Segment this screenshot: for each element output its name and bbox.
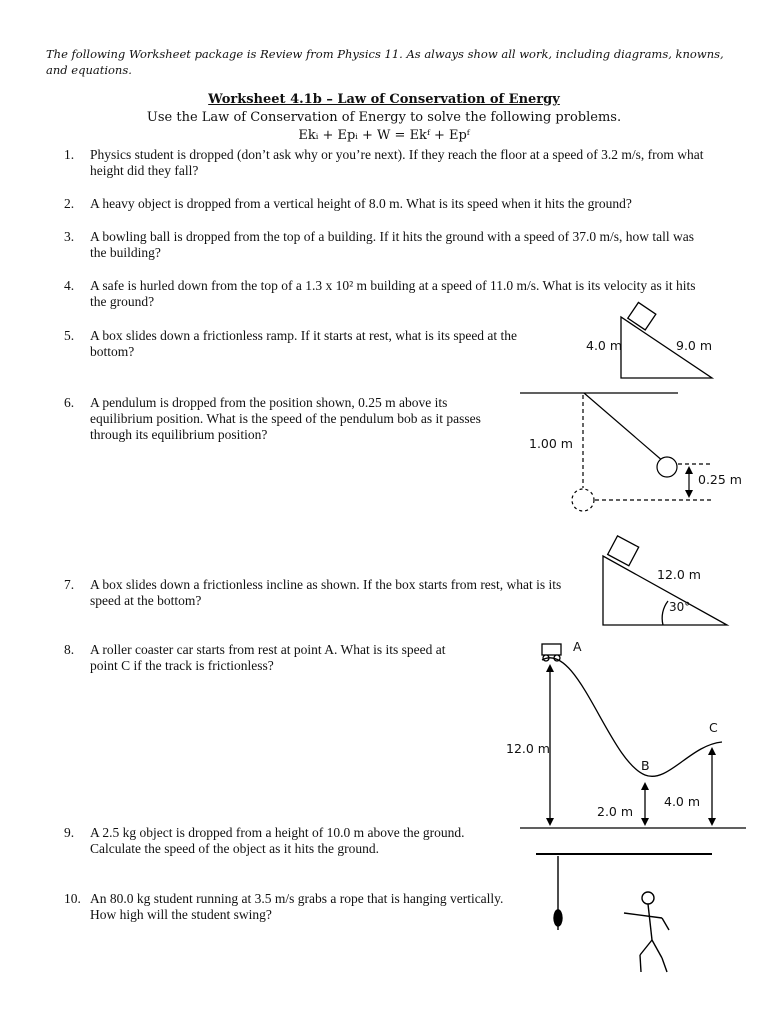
question-number: 4. xyxy=(64,278,75,293)
rope-weight xyxy=(554,910,562,926)
question-number: 2. xyxy=(64,196,75,211)
question-text: An 80.0 kg student running at 3.5 m/s grabs a rope that is hanging vertically. xyxy=(90,891,504,906)
arrow-head xyxy=(685,466,693,474)
coaster-car xyxy=(542,644,561,655)
question-text: height did they fall? xyxy=(90,163,199,178)
coaster-height-a-label: 12.0 m xyxy=(506,741,550,756)
ramp-box xyxy=(628,302,656,329)
ramp-slope-label: 9.0 m xyxy=(676,338,713,353)
question-number: 9. xyxy=(64,825,75,840)
arrow-head xyxy=(641,818,649,826)
incline-angle-label: 30° xyxy=(669,600,691,614)
pendulum-bob xyxy=(657,457,677,477)
question-text: A box slides down a frictionless incline as shown. If the box starts from rest, what is its xyxy=(90,577,562,592)
question-number: 7. xyxy=(64,577,75,592)
question-text: Calculate the speed of the object as it hits the ground. xyxy=(90,841,380,856)
question-text: the ground? xyxy=(90,294,155,309)
coaster-height-c-label: 4.0 m xyxy=(664,794,701,809)
ramp-height-label: 4.0 m xyxy=(586,338,623,353)
question-number: 8. xyxy=(64,642,75,657)
arrow-head xyxy=(641,782,649,790)
question-text: A roller coaster car starts from rest at point A. What is its speed at xyxy=(90,642,446,657)
coaster-point-c: C xyxy=(709,720,718,735)
question-number: 3. xyxy=(64,229,75,244)
question-text: How high will the student swing? xyxy=(90,907,272,922)
question-text: A bowling ball is dropped from the top of a building. If it hits the ground with a speed of 37.0 m/s, how tall was xyxy=(90,229,695,244)
pendulum-diagram xyxy=(520,393,712,511)
incline-slope-label: 12.0 m xyxy=(657,567,701,582)
question-text: bottom? xyxy=(90,344,135,359)
worksheet-title: Worksheet 4.1b – Law of Conservation of Energy xyxy=(208,92,560,107)
coaster-track xyxy=(542,658,722,777)
arrow-head xyxy=(546,818,554,826)
pendulum-rise-label: 0.25 m xyxy=(698,472,742,487)
question-text: A heavy object is dropped from a vertical height of 8.0 m. What is its speed when it hits the ground? xyxy=(90,196,632,211)
rope-swing-diagram xyxy=(536,854,712,972)
question-number: 10. xyxy=(64,891,81,906)
coaster-point-a: A xyxy=(573,639,582,654)
arrow-head xyxy=(708,747,716,755)
question-number: 1. xyxy=(64,147,75,162)
question-text: A 2.5 kg object is dropped from a height of 10.0 m above the ground. xyxy=(90,825,465,840)
question-text: A safe is hurled down from the top of a 1.3 x 10² m building at a speed of 11.0 m/s. What is its velocity as it hits xyxy=(90,278,696,293)
coaster-height-b-label: 2.0 m xyxy=(597,804,634,819)
roller-coaster-diagram xyxy=(520,644,746,828)
pendulum-length-label: 1.00 m xyxy=(529,436,573,451)
pendulum-string xyxy=(584,393,664,462)
energy-equation: Ekᵢ + Epᵢ + W = Ekᶠ + Epᶠ xyxy=(298,128,470,143)
question-text: the building? xyxy=(90,245,161,260)
question-text: Physics student is dropped (don’t ask why or you’re next). If they reach the floor at a speed of 3.2 m/s, from what xyxy=(90,147,704,162)
question-text: speed at the bottom? xyxy=(90,593,202,608)
arrow-head xyxy=(685,490,693,498)
worksheet-subtitle: Use the Law of Conservation of Energy to solve the following problems. xyxy=(146,110,622,125)
question-text: through its equilibrium position? xyxy=(90,427,268,442)
arrow-head xyxy=(546,664,554,672)
angle-arc xyxy=(662,601,668,625)
question-text: A pendulum is dropped from the position shown, 0.25 m above its xyxy=(90,395,448,410)
question-text: A box slides down a frictionless ramp. If it starts at rest, what is its speed at the xyxy=(90,328,518,343)
coaster-point-b: B xyxy=(641,758,650,773)
intro-note: The following Worksheet package is Review from Physics 11. As always show all work, including diagrams, knowns, and equations. xyxy=(46,47,724,77)
question-number: 5. xyxy=(64,328,75,343)
question-text: point C if the track is frictionless? xyxy=(90,658,274,673)
stick-figure-student xyxy=(624,892,669,972)
question-number: 6. xyxy=(64,395,75,410)
question-text: equilibrium position. What is the speed of the pendulum bob as it passes xyxy=(90,411,481,426)
arrow-head xyxy=(708,818,716,826)
pendulum-bob-equilibrium xyxy=(572,489,594,511)
